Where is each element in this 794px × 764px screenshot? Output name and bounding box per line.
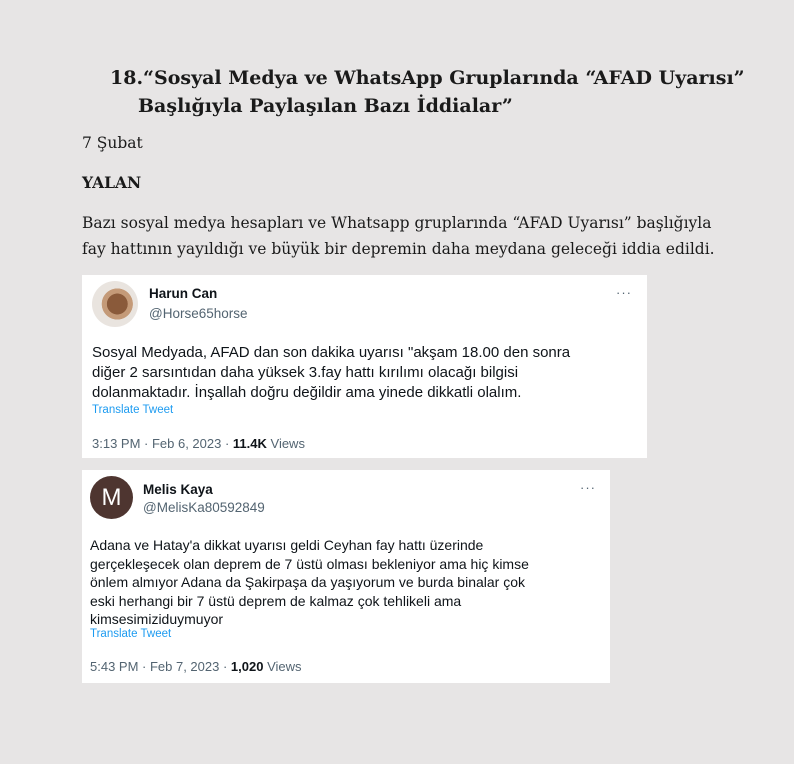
- paragraph-line: Bazı sosyal medya hesapları ve Whatsapp gruplarında “AFAD Uyarısı” başlığıyla: [82, 214, 712, 232]
- translate-tweet-link[interactable]: Translate Tweet: [90, 628, 172, 640]
- tweet-time: 3:13 PM · Feb 6, 2023 ·: [92, 436, 233, 451]
- tweet-line: diğer 2 sarsıntıdan daha yüksek 3.fay hattı kırılımı olacağı bilgisi: [92, 364, 519, 381]
- tweet-line: Sosyal Medyada, AFAD dan son dakika uyarısı "akşam 18.00 den sonra: [92, 344, 571, 361]
- views-label: Views: [266, 436, 305, 451]
- tweet-screenshot: [82, 470, 610, 683]
- tweet-meta: [92, 436, 305, 451]
- tweet-line: Adana ve Hatay'a dikkat uyarısı geldi Ceyhan fay hattı üzerinde: [90, 537, 484, 553]
- paragraph-line: fay hattının yayıldığı ve büyük bir depremin daha meydana geleceği iddia edildi.: [82, 240, 715, 258]
- view-count: 1,020: [230, 659, 264, 674]
- tweet-meta: [90, 659, 302, 674]
- tweet-line: kimsesimiziduymuyor: [90, 611, 224, 627]
- more-icon[interactable]: ···: [580, 480, 596, 495]
- translate-tweet-link[interactable]: Translate Tweet: [92, 404, 174, 416]
- tweet-line: önlem almıyor Adana da Şakirpaşa da yaşıyorum ve burda binalar çok: [90, 574, 526, 590]
- verdict: YALAN: [82, 173, 142, 192]
- avatar: M: [90, 476, 133, 519]
- tweet-text: [90, 536, 529, 629]
- claim-paragraph: [82, 210, 782, 262]
- tweet-line: gerçekleşecek olan deprem de 7 üstü olması bekleniyor ama hiç kimse: [90, 555, 529, 572]
- tweet-text: [92, 343, 570, 403]
- heading-line: 18.“Sosyal Medya ve WhatsApp Gruplarında “AFAD Uyarısı”: [110, 67, 745, 89]
- tweet-line: eski herhangi bir 7 üstü deprem de kalmaz çok tehlikeli ama: [90, 592, 462, 609]
- views-label: Views: [263, 659, 302, 674]
- tweet-author-name: Harun Can: [149, 286, 218, 301]
- date: 7 Şubat: [82, 134, 143, 152]
- tweet-author-name: Melis Kaya: [143, 482, 213, 497]
- tweet-line: dolanmaktadır. İnşallah doğru değildir ama yinede dikkatli olalım.: [92, 384, 522, 401]
- more-icon[interactable]: ···: [616, 285, 632, 300]
- heading-line: Başlığıyla Paylaşılan Bazı İddialar”: [138, 95, 513, 117]
- tweet-handle: @MelisKa80592849: [143, 500, 265, 515]
- section-heading: [110, 64, 745, 120]
- tweet-time: 5:43 PM · Feb 7, 2023 ·: [90, 659, 231, 674]
- avatar: [92, 281, 138, 327]
- tweet-handle: @Horse65horse: [149, 306, 248, 321]
- tweet-screenshot: [82, 275, 647, 458]
- view-count: 11.4K: [232, 436, 267, 451]
